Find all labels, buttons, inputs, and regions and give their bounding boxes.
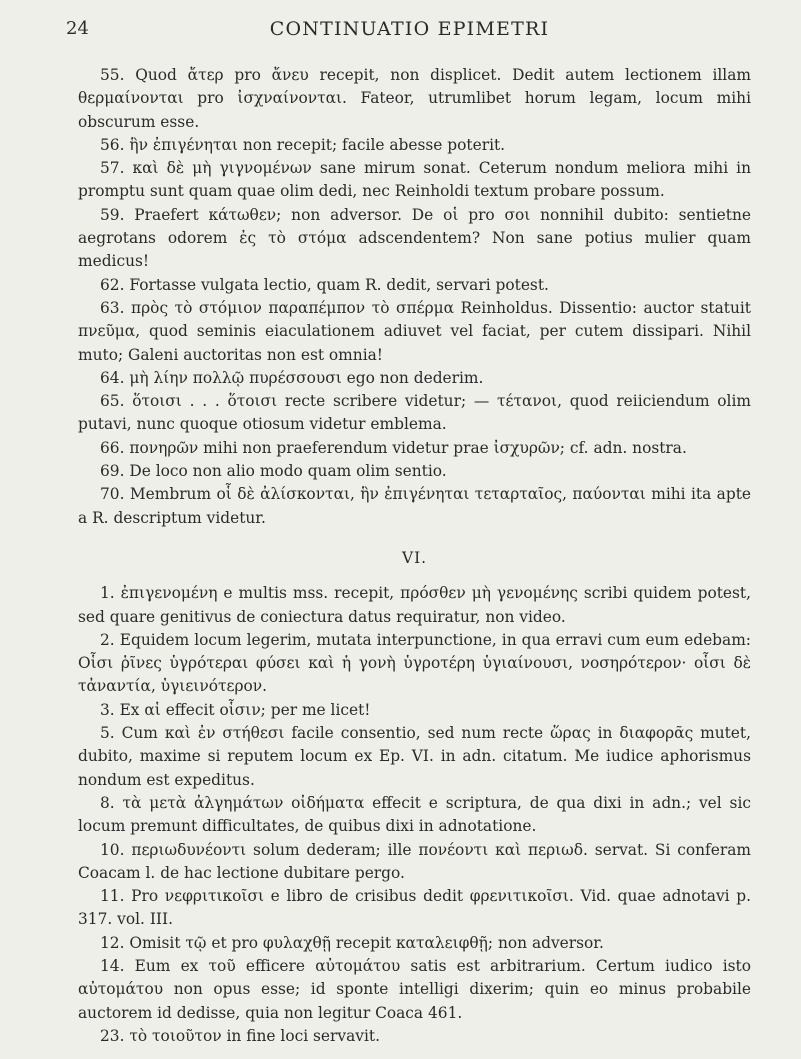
section-heading: VI. (401, 548, 428, 567)
note-64: 64. μὴ λίην πολλῷ πυρέσσουσι ego non dederim. (100, 368, 484, 387)
note-5: 5. Cum καὶ ἐν στήθεσι facile consentio, sed num recte ὥρας in διαφορᾶς mutet, dubito, maxime si reputem locum ex Ep. VI. in adn. citatum. Me iudice aphorismus nondum est expeditus. (78, 724, 751, 789)
body-text (78, 64, 751, 1048)
note-23: 23. τὸ τοιοῦτον in fine loci servavit. (100, 1026, 380, 1045)
note-14: 14. Eum ex τοῦ efficere αὐτομάτου satis est arbitrarium. Certum iudico isto αὐτομάτου non opus esse; id sponte intelligi dixerim; quin eo minus probabile auctorem id dedisse, quia non legitur Coaca 461. (78, 956, 751, 1022)
note-3: 3. Ex αἱ effecit οἷσιν; per me licet! (100, 700, 371, 719)
note-11: 11. Pro νεφριτικοῖσι e libro de crisibus dedit φρενιτικοῖσι. Vid. quae adnotavi p. 317. vol. III. (78, 887, 751, 929)
page-number: 24 (66, 18, 89, 39)
note-70: 70. Membrum οἷ δὲ ἀλίσκονται, ἣν ἐπιγένηται τεταρταῖος, παύονται mihi ita apte a R. descriptum videtur. (78, 485, 751, 527)
note-69: 69. De loco non alio modo quam olim sentio. (100, 462, 447, 481)
note-59: 59. Praefert κάτωθεν; non adversor. De οἱ pro σοι nonnihil dubito: sentietne aegrotans odorem ἐς τὸ στόμα adscendentem? Non sane potius mulier quam medicus! (78, 205, 751, 271)
running-head: CONTINUATIO EPIMETRI (269, 18, 550, 40)
note-66: 66. πονηρῶν mihi non praeferendum videtur prae ἰσχυρῶν; cf. adn. nostra. (100, 438, 687, 457)
note-55: 55. Quod ἄτερ pro ἄνευ recepit, non displicet. Dedit autem lectionem illam θερμαίνονται pro ἰσχναίνονται. Fateor, utrumlibet horum legam, locum mihi obscurum esse. (78, 66, 751, 131)
page-header (66, 12, 753, 48)
note-62: 62. Fortasse vulgata lectio, quam R. dedit, servari potest. (100, 275, 549, 294)
note-2: 2. Equidem locum legerim, mutata interpunctione, in qua erravi cum eum edebam: Οἷσι ῥῖνες ὑγρότεραι φύσει καὶ ἡ γονὴ ὑγροτέρη ὑγιαίνουσι, νοσηρότερον· οἷσι δὲ τἀναντία, ὑγιεινότερον. (78, 630, 751, 696)
note-10: 10. περιωδυνέοντι solum dederam; ille πονέοντι καὶ περιωδ. servat. Si conferam Coacam l. de hac lectione dubitare pergo. (78, 840, 751, 882)
note-1: 1. ἐπιγενομένη e multis mss. recepit, πρόσθεν μὴ γενομένης scribi quidem potest, sed quare genitivus de coniectura datus requiratur, non video. (78, 584, 751, 626)
note-12: 12. Omisit τῷ et pro φυλαχθῇ recepit καταλειφθῇ; non adversor. (100, 933, 604, 952)
note-57: 57. καὶ δὲ μὴ γιγνομένων sane mirum sonat. Ceterum nondum meliora mihi in promptu sunt quam quae olim dedi, nec Reinholdi textum probare possum. (78, 159, 751, 201)
note-8: 8. τὰ μετὰ ἀλγημάτων οἰδήματα effecit e scriptura, de qua dixi in adn.; vel sic locum premunt difficultates, de quibus dixi in adnotatione. (78, 793, 751, 836)
note-63: 63. πρὸς τὸ στόμιον παραπέμπον τὸ σπέρμα Reinholdus. Dissentio: auctor statuit πνεῦμα, quod seminis eiaculationem adiuvet vel faciat, per cutem dissipari. Nihil muto; Galeni auctoritas non est omnia! (78, 298, 751, 364)
note-65: 65. ὅτοισι . . . ὅτοισι recte scribere videtur; — τέτανοι, quod reiiciendum olim putavi, nunc quoque otiosum videtur emblema. (78, 392, 751, 434)
note-56: 56. ἣν ἐπιγένηται non recepit; facile abesse poterit. (100, 135, 506, 154)
